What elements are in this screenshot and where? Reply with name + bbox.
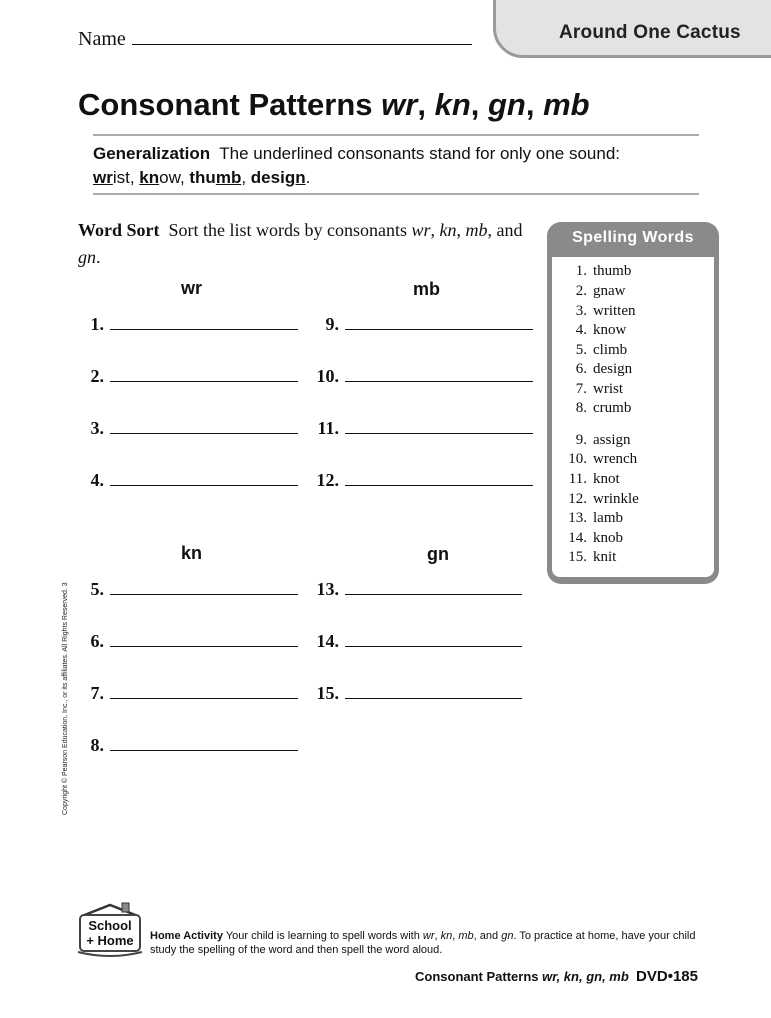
blank-2[interactable]	[82, 366, 298, 387]
spelling-word	[565, 471, 620, 488]
title-prefix: Consonant Patterns	[78, 87, 382, 122]
word-sort-text: Sort the list words by consonants	[168, 220, 412, 240]
blank-number: 13.	[316, 579, 339, 599]
example-pre: thu	[189, 168, 216, 187]
blank-number: 11.	[317, 418, 339, 438]
home-activity	[150, 929, 710, 957]
word-sort-mb: mb	[465, 220, 488, 240]
spelling-word-text: design	[593, 361, 633, 377]
spelling-word	[565, 342, 627, 359]
story-title: Around One Cactus	[559, 22, 741, 43]
spelling-word	[565, 451, 637, 468]
spelling-word	[565, 400, 631, 417]
spelling-word	[565, 510, 623, 527]
spelling-word-number: 8.	[575, 400, 587, 416]
spelling-word-number: 12.	[568, 491, 587, 507]
logo-base	[78, 952, 142, 956]
answer-line[interactable]	[345, 367, 533, 382]
and: , and	[487, 220, 523, 240]
spelling-word-text: assign	[593, 432, 631, 448]
title-pattern-gn: gn	[488, 87, 526, 122]
answer-line[interactable]	[110, 367, 298, 382]
answer-line[interactable]	[110, 736, 298, 751]
title-pattern-kn: kn	[434, 87, 471, 122]
blank-4[interactable]	[82, 470, 298, 491]
name-line[interactable]	[132, 28, 472, 45]
blank-number: 15.	[316, 683, 339, 703]
ha-wr: wr	[422, 930, 435, 942]
name-field	[78, 28, 472, 51]
generalization-text: The underlined consonants stand for only one sound:	[219, 144, 621, 163]
column-heading-kn: kn	[181, 543, 203, 563]
blank-number: 14.	[316, 631, 339, 651]
spelling-word-text: knob	[593, 530, 623, 546]
blank-number: 5.	[90, 579, 104, 599]
spelling-word-text: wrinkle	[593, 491, 639, 507]
spelling-word-number: 7.	[575, 381, 587, 397]
comma: ,	[456, 220, 466, 240]
spelling-word-number: 4.	[575, 322, 587, 338]
spelling-word-text: thumb	[593, 263, 632, 279]
spelling-word	[565, 263, 631, 280]
page-number: DVD•185	[636, 968, 698, 985]
answer-line[interactable]	[345, 315, 533, 330]
ha-gn: gn	[501, 930, 514, 942]
spelling-word-number: 9.	[575, 432, 587, 448]
blank-6[interactable]	[82, 631, 298, 652]
blank-number: 7.	[90, 683, 104, 703]
and: , and	[473, 930, 502, 942]
spelling-word-text: gnaw	[593, 283, 626, 299]
title-pattern-mb: mb	[543, 87, 590, 122]
spelling-word-text: climb	[593, 342, 628, 358]
example-underlined: kn	[139, 168, 160, 187]
spelling-words-title: Spelling Words	[572, 229, 694, 246]
example-underlined: gn	[284, 168, 306, 187]
spelling-word-text: lamb	[593, 510, 623, 526]
blank-number: 3.	[90, 418, 104, 438]
spelling-word	[565, 322, 626, 339]
blank-number: 4.	[90, 470, 104, 490]
comma: ,	[430, 220, 440, 240]
spelling-word	[565, 381, 623, 398]
answer-line[interactable]	[110, 632, 298, 647]
answer-line[interactable]	[110, 315, 298, 330]
column-heading-mb: mb	[413, 279, 440, 299]
spelling-word-number: 11.	[568, 471, 587, 487]
spelling-word-number: 13.	[568, 510, 587, 526]
example-rest: ist	[112, 168, 130, 187]
title-sep: ,	[470, 87, 488, 122]
word-sort-label: Word Sort	[78, 220, 160, 240]
logo-chimney	[122, 903, 129, 912]
spelling-word-number: 10.	[568, 451, 587, 467]
logo-text-1: School	[88, 918, 132, 933]
column-heading-wr: wr	[181, 278, 203, 298]
spelling-word	[565, 530, 623, 547]
answer-line[interactable]	[110, 580, 298, 595]
answer-line[interactable]	[345, 419, 533, 434]
blank-number: 2.	[90, 366, 104, 386]
blank-5[interactable]	[82, 579, 298, 600]
blank-number: 1.	[90, 314, 104, 334]
blank-10[interactable]	[311, 366, 533, 387]
spelling-word-text: knot	[593, 471, 620, 487]
spelling-word-number: 5.	[575, 342, 587, 358]
spelling-word-text: written	[593, 303, 636, 319]
generalization: Generalization The underlined consonants stand for only one sound: wrist, know, thumb, design.	[93, 144, 621, 187]
blank-number: 12.	[316, 470, 339, 490]
answer-line[interactable]	[345, 471, 533, 486]
word-sort-wr: wr	[411, 220, 431, 240]
blank-number: 8.	[90, 735, 104, 755]
home-activity-text: Your child is learning to spell words with	[225, 930, 423, 942]
name-label: Name	[78, 28, 126, 50]
blank-7[interactable]	[82, 683, 298, 704]
blank-12[interactable]	[311, 470, 533, 491]
spelling-word-number: 15.	[568, 549, 587, 565]
spelling-word	[565, 549, 616, 566]
spelling-word	[565, 303, 636, 320]
spelling-word	[565, 283, 626, 300]
title-sep: ,	[417, 87, 435, 122]
footer-patterns: wr, kn, gn, mb	[542, 969, 629, 984]
spelling-word-number: 14.	[568, 530, 587, 546]
word-sort-kn: kn	[439, 220, 457, 240]
school-home-logo	[76, 902, 144, 958]
example-underlined: wr	[93, 168, 113, 187]
word-sort-instructions	[78, 217, 538, 271]
blank-9[interactable]	[311, 314, 533, 335]
comma: ,	[434, 930, 441, 942]
example-underlined: mb	[215, 168, 242, 187]
generalization-label: Generalization	[93, 144, 211, 163]
home-activity-label: Home Activity	[150, 930, 223, 942]
spelling-word	[565, 361, 632, 378]
blank-11[interactable]	[311, 418, 533, 439]
generalization-rule-top	[93, 134, 699, 136]
spelling-word-number: 3.	[575, 303, 587, 319]
spelling-word-number: 2.	[575, 283, 587, 299]
answer-line[interactable]	[345, 580, 522, 595]
example-rest: ow	[159, 168, 180, 187]
spelling-word-number: 6.	[575, 361, 587, 377]
answer-line[interactable]	[110, 419, 298, 434]
answer-line[interactable]	[345, 632, 522, 647]
title-sep: ,	[525, 87, 544, 122]
blank-8[interactable]	[82, 735, 298, 756]
blank-number: 9.	[325, 314, 339, 334]
page-footer	[415, 968, 698, 985]
spelling-word	[565, 432, 631, 449]
blank-number: 6.	[90, 631, 104, 651]
answer-line[interactable]	[345, 684, 522, 699]
spelling-word-text: knit	[593, 549, 617, 565]
example-pre: desi	[250, 168, 285, 187]
spelling-word	[565, 491, 639, 508]
spelling-word-text: wrench	[593, 451, 638, 467]
comma: ,	[452, 930, 459, 942]
copyright-notice: Copyright © Pearson Education, Inc., or its affiliates. All Rights Reserved. 3	[62, 582, 69, 815]
spelling-word-text: crumb	[593, 400, 632, 416]
column-heading-gn: gn	[427, 544, 449, 564]
title-pattern-wr: wr	[381, 87, 418, 122]
blank-number: 10.	[316, 366, 339, 386]
spelling-word-text: wrist	[593, 381, 623, 397]
blank-15[interactable]	[311, 683, 522, 704]
footer-text: Consonant Patterns	[415, 969, 543, 984]
word-sort-gn: gn	[78, 247, 96, 267]
page-title	[78, 87, 590, 123]
blank-13[interactable]	[311, 579, 522, 600]
period: .	[96, 247, 101, 267]
home-activity-text-2: . To practice at home, have your child study the spelling of the word and then spell the word aloud.	[150, 930, 696, 956]
ha-mb: mb	[458, 930, 474, 942]
blank-3[interactable]	[82, 418, 298, 439]
answer-line[interactable]	[110, 684, 298, 699]
ha-kn: kn	[440, 930, 453, 942]
spelling-word-number: 1.	[575, 263, 587, 279]
logo-text-2: + Home	[86, 933, 134, 948]
blank-14[interactable]	[311, 631, 522, 652]
answer-line[interactable]	[110, 471, 298, 486]
generalization-rule-bottom	[93, 193, 699, 195]
spelling-word-text: know	[593, 322, 627, 338]
blank-1[interactable]	[82, 314, 298, 335]
